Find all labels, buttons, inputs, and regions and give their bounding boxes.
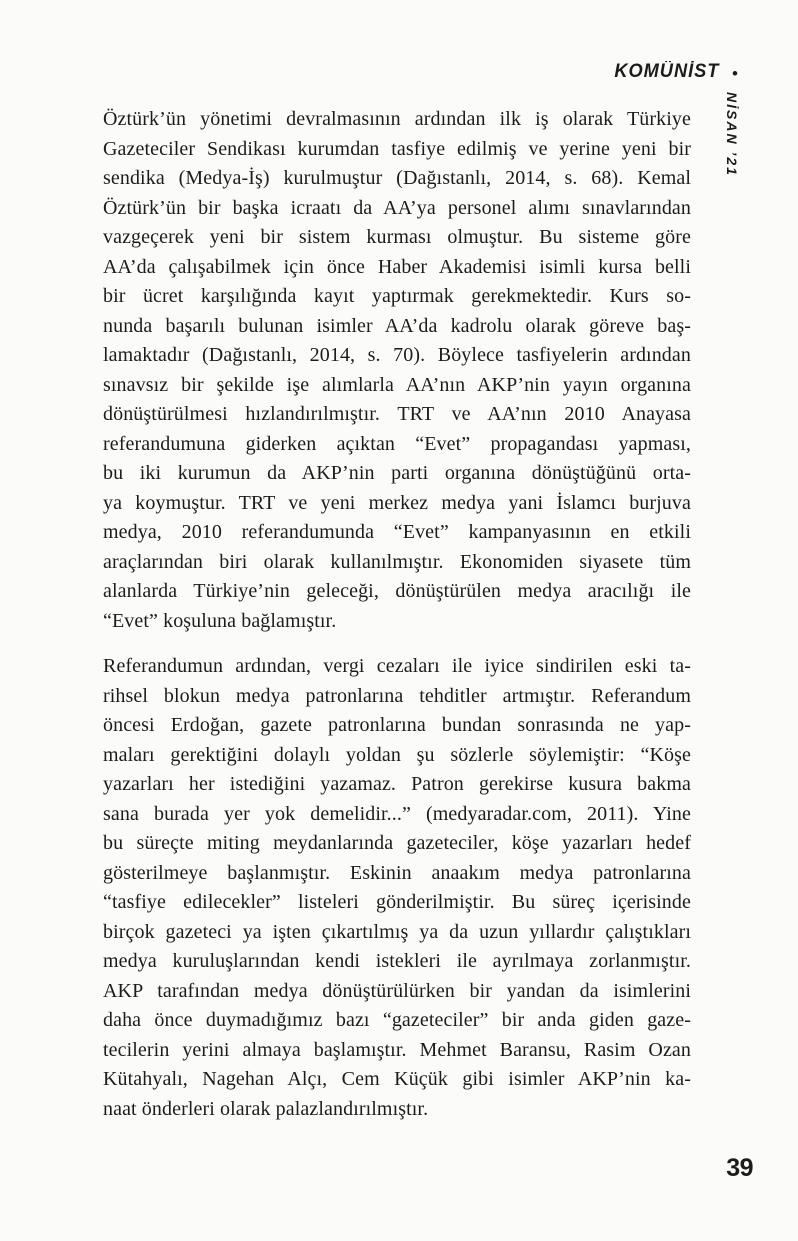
text-line: rihsel blokun medya patronlarına tehditler artmıştır. Referandum xyxy=(103,684,691,707)
text-line: Referandumun ardından, vergi cezaları ile iyice sindirilen eski ta- xyxy=(103,655,691,677)
text-line: “Evet” koşuluna bağlamıştır. xyxy=(103,609,337,632)
text-line: Kütahyalı, Nagehan Alçı, Cem Küçük gibi isimler AKP’nin ka- xyxy=(103,1068,691,1090)
text-line: dönüştürülmesi hızlandırılmıştır. TRT ve AA’nın 2010 Anayasa xyxy=(103,403,691,425)
text-line: vazgeçerek yeni bir sistem kurması olmuştur. Bu sisteme göre xyxy=(103,226,691,248)
text-line: bu iki kurumun da AKP’nin parti organına dönüştüğünü orta- xyxy=(103,462,691,484)
text-line: sana burada yer yok demelidir...” (medyaradar.com, 2011). Yine xyxy=(103,802,691,825)
paragraph xyxy=(103,105,691,636)
text-line: sınavsız bir şekilde işe alımlarla AA’nın AKP’nin yayın organına xyxy=(103,373,691,396)
page-number: 39 xyxy=(726,1154,753,1182)
paragraph xyxy=(103,652,691,1124)
text-line: nunda başarılı bulunan isimler AA’da kadrolu olarak göreve baş- xyxy=(103,314,691,337)
text-line: birçok gazeteci ya işten çıkartılmış ya da uzun yıllardır çalıştıkları xyxy=(103,920,691,943)
text-line: referandumuna giderken açıktan “Evet” propagandası yapması, xyxy=(103,432,691,455)
text-line: Öztürk’ün bir başka icraatı da AA’ya personel alımı sınavlarından xyxy=(103,196,691,219)
text-line: gösterilmeye başlanmıştır. Eskinin anaakım medya patronlarına xyxy=(103,861,691,884)
text-line: AKP tarafından medya dönüştürülürken bir yandan da isimlerini xyxy=(103,979,691,1002)
running-head xyxy=(610,61,738,83)
issue-label-vertical: NİSAN ’21 xyxy=(724,92,740,177)
text-line: daha önce duymadığımız bazı “gazeteciler” bir anda giden gaze- xyxy=(103,1009,691,1031)
text-line: lamaktadır (Dağıstanlı, 2014, s. 70). Böylece tasfiyelerin ardından xyxy=(103,344,691,366)
text-line: AA’da çalışabilmek için önce Haber Akademisi isimli kursa belli xyxy=(103,255,691,278)
text-line: bir ücret karşılığında kayıt yaptırmak gerekmektedir. Kurs so- xyxy=(103,285,691,307)
text-line: öncesi Erdoğan, gazete patronlarına bundan sonrasında ne yap- xyxy=(103,714,691,736)
text-line: tecilerin yerini almaya başlamıştır. Mehmet Baransu, Rasim Ozan xyxy=(103,1038,691,1061)
text-line: araçlarından biri olarak kullanılmıştır. Ekonomiden siyasete tüm xyxy=(103,550,691,573)
text-line: Gazeteciler Sendikası kurumdan tasfiye edilmiş ve yerine yeni bir xyxy=(103,137,691,160)
text-line: alanlarda Türkiye’nin geleceği, dönüştürülen medya aracılığı ile xyxy=(103,580,691,602)
text-line: Öztürk’ün yönetimi devralmasının ardından ilk iş olarak Türkiye xyxy=(103,108,691,130)
journal-title: KOMÜNİST xyxy=(614,61,720,82)
text-line: yazarları her istediğini yazamaz. Patron gerekirse kusura bakma xyxy=(103,773,691,795)
text-line: medya kuruluşlarından kendi istekleri ile ayrılmaya zorlanmıştır. xyxy=(103,950,691,972)
bullet-icon: • xyxy=(732,63,738,83)
text-line: sendika (Medya-İş) kurulmuştur (Dağıstanlı, 2014, s. 68). Kemal xyxy=(103,167,691,189)
article-text xyxy=(103,105,691,1124)
text-line: maları gerektiğini dolaylı yoldan şu sözlerle söylemiştir: “Köşe xyxy=(103,743,691,766)
text-line: bu süreçte miting meydanlarında gazeteciler, köşe yazarları hedef xyxy=(103,832,691,854)
text-line: “tasfiye edilecekler” listeleri gönderilmiştir. Bu süreç içerisinde xyxy=(103,891,691,913)
text-line: medya, 2010 referandumunda “Evet” kampanyasının en etkili xyxy=(103,521,691,543)
text-line: ya koymuştur. TRT ve yeni merkez medya yani İslamcı burjuva xyxy=(103,491,691,514)
text-line: naat önderleri olarak palazlandırılmıştır. xyxy=(103,1097,429,1120)
